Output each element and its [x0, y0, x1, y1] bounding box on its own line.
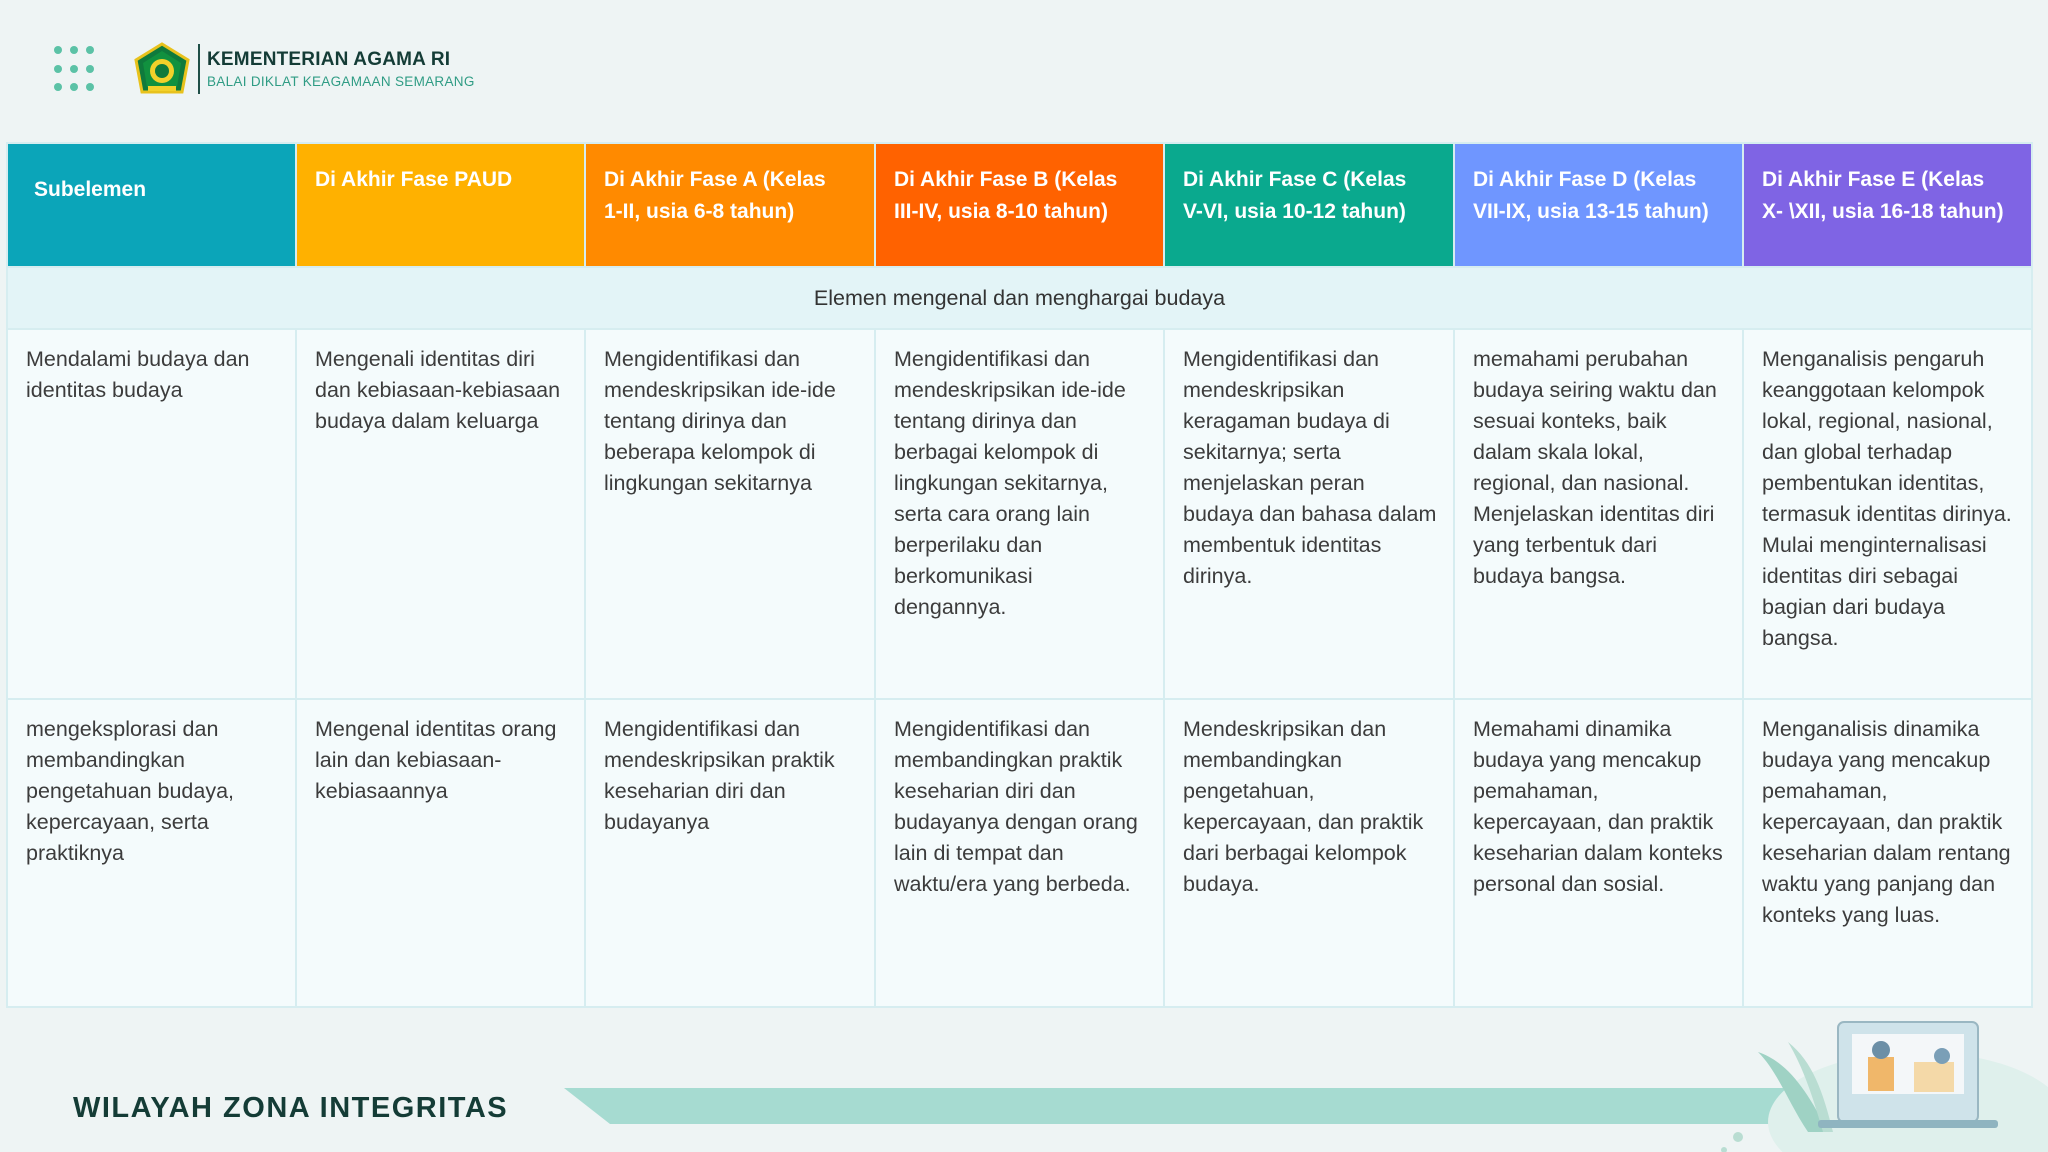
grid-dots-icon[interactable] — [54, 46, 94, 94]
column-header-subelemen: Subelemen — [7, 143, 296, 267]
column-header-fase-b: Di Akhir Fase B (Kelas III-IV, usia 8-10 tahun) — [875, 143, 1164, 267]
column-header-paud: Di Akhir Fase PAUD — [296, 143, 585, 267]
table-cell: Mengenal identitas orang lain dan kebiasaan-kebiasaannya — [296, 699, 585, 1007]
table-cell: Mendalami budaya dan identitas budaya — [7, 329, 296, 699]
column-header-fase-d: Di Akhir Fase D (Kelas VII-IX, usia 13-15 tahun) — [1454, 143, 1743, 267]
org-title: KEMENTERIAN AGAMA RI — [207, 49, 451, 70]
org-subtitle: BALAI DIKLAT KEAGAMAAN SEMARANG — [207, 74, 475, 89]
column-header-fase-c: Di Akhir Fase C (Kelas V-VI, usia 10-12 tahun) — [1164, 143, 1454, 267]
curriculum-table — [6, 142, 2031, 1008]
table-cell: Mengenali identitas diri dan kebiasaan-kebiasaan budaya dalam keluarga — [296, 329, 585, 699]
table-cell: Mengidentifikasi dan membandingkan praktik keseharian diri dan budayanya dengan orang lain di tempat dan waktu/era yang berbeda. — [875, 699, 1164, 1007]
kemenag-emblem-icon — [132, 42, 192, 98]
table-cell: Menganalisis dinamika budaya yang mencakup pemahaman, kepercayaan, dan praktik keseharian dalam rentang waktu yang panjang dan konteks yang luas. — [1743, 699, 2032, 1007]
table-cell: Mengidentifikasi dan mendeskripsikan ide-ide tentang dirinya dan berbagai kelompok di lingkungan sekitarnya, serta cara orang lain berperilaku dan berkomunikasi dengannya. — [875, 329, 1164, 699]
classroom-illustration-icon — [1718, 1012, 2048, 1152]
column-header-fase-e: Di Akhir Fase E (Kelas X- \XII, usia 16-18 tahun) — [1743, 143, 2032, 267]
column-header-fase-a: Di Akhir Fase A (Kelas 1-II, usia 6-8 tahun) — [585, 143, 875, 267]
footer-title: WILAYAH ZONA INTEGRITAS — [73, 1092, 509, 1124]
table-cell: Mengidentifikasi dan mendeskripsikan praktik keseharian diri dan budayanya — [585, 699, 875, 1007]
page-header — [0, 0, 2048, 140]
logo-divider — [198, 44, 200, 94]
table-row — [7, 329, 2032, 699]
table-cell: Menganalisis pengaruh keanggotaan kelompok lokal, regional, nasional, dan global terhadap pembentukan identitas, termasuk identitas dirinya. Mulai menginternalisasi identitas diri sebagai bagian dari budaya bangsa. — [1743, 329, 2032, 699]
table-cell: Mengidentifikasi dan mendeskripsikan ide-ide tentang dirinya dan beberapa kelompok di lingkungan sekitarnya — [585, 329, 875, 699]
table-cell: Memahami dinamika budaya yang mencakup pemahaman, kepercayaan, dan praktik keseharian dalam konteks personal dan sosial. — [1454, 699, 1743, 1007]
table-cell: Mengidentifikasi dan mendeskripsikan keragaman budaya di sekitarnya; serta menjelaskan peran budaya dan bahasa dalam membentuk identitas dirinya. — [1164, 329, 1454, 699]
table-cell: mengeksplorasi dan membandingkan pengetahuan budaya, kepercayaan, serta praktiknya — [7, 699, 296, 1007]
section-row — [7, 267, 2032, 329]
table-header-row — [7, 143, 2032, 267]
table-cell: Mendeskripsikan dan membandingkan pengetahuan, kepercayaan, dan praktik dari berbagai kelompok budaya. — [1164, 699, 1454, 1007]
table-row — [7, 699, 2032, 1007]
section-title: Elemen mengenal dan menghargai budaya — [7, 267, 2032, 329]
table-cell: memahami perubahan budaya seiring waktu dan sesuai konteks, baik dalam skala lokal, regional, dan nasional. Menjelaskan identitas diri yang terbentuk dari budaya bangsa. — [1454, 329, 1743, 699]
